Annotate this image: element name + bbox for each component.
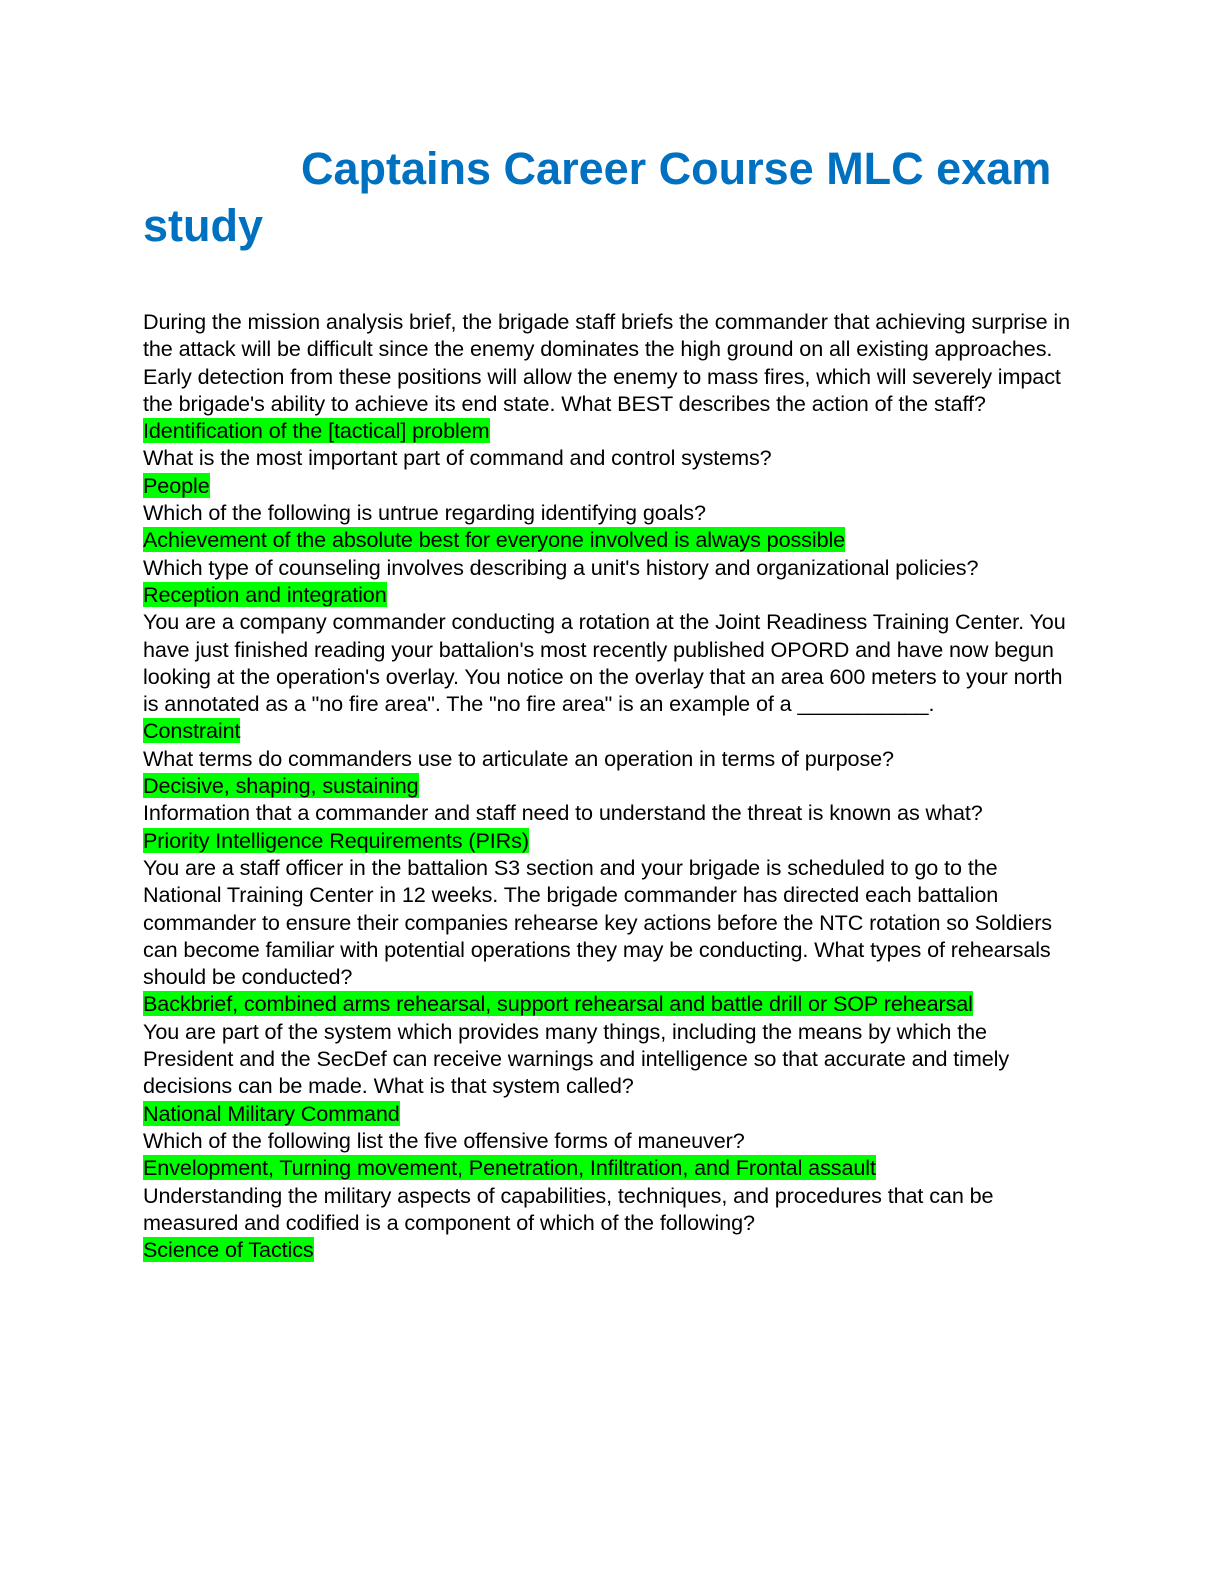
question-text: What is the most important part of command and control systems? [143,445,772,471]
answer-highlight: Identification of the [tactical] problem [143,418,490,444]
question-text: During the mission analysis brief, the brigade staff briefs the commander that achieving surprise in the attack will be difficult since the enemy dominates the high ground on all existing approaches. Early detection from these positions will allow the enemy to mass fires, which will severely impact the brigade's ability to achieve its end state. What BEST describes the action of the staff? [143,309,1070,416]
question-text: Which type of counseling involves describing a unit's history and organizational policies? [143,554,979,580]
question-text: You are part of the system which provides many things, including the means by which the President and the SecDef can receive warnings and intelligence so that accurate and timely decisions can be made. What is that system called? [143,1018,1010,1099]
question-text: Which of the following list the five offensive forms of maneuver? [143,1127,745,1153]
answer-highlight: Achievement of the absolute best for everyone involved is always possible [143,527,846,553]
answer-highlight: Science of Tactics [143,1237,314,1263]
answer-line [143,417,1078,444]
question-text: You are a company commander conducting a rotation at the Joint Readiness Training Center. You have just finished reading your battalion's most recently published OPORD and have now begun looking at the operation's overlay. You notice on the overlay that an area 600 meters to your north is annotated as a "no fire area". The "no fire area" is an example of a ___________. [143,609,1066,717]
answer-highlight: People [143,472,210,498]
answer-line [143,1100,1078,1127]
answer-highlight: National Military Command [143,1100,400,1126]
answer-line [143,717,1078,744]
document-title: Captains Career Course MLC exam study [143,143,1052,251]
answer-highlight: Backbrief, combined arms rehearsal, support rehearsal and battle drill or SOP rehearsal [143,991,973,1017]
question-text: Understanding the military aspects of capabilities, techniques, and procedures that can be measured and codified is a component of which of the following? [143,1182,994,1235]
question-text: Information that a commander and staff need to understand the threat is known as what? [143,800,983,826]
answer-highlight: Priority Intelligence Requirements (PIRs) [143,827,529,853]
answer-line [143,990,1078,1017]
answer-line [143,772,1078,799]
answer-highlight: Envelopment, Turning movement, Penetration, Infiltration, and Frontal assault [143,1155,876,1181]
answer-line [143,581,1078,608]
answer-line [143,1236,1078,1263]
answer-line [143,472,1078,499]
answer-highlight: Decisive, shaping, sustaining [143,773,419,799]
question-text: You are a staff officer in the battalion S3 section and your brigade is scheduled to go to the National Training Center in 12 weeks. The brigade commander has directed each battalion commander to ensure their companies rehearse key actions before the NTC rotation so Soldiers can become familiar with potential operations they may be conducting. What types of rehearsals should be conducted? [143,854,1052,990]
answer-highlight: Reception and integration [143,581,387,607]
qa-list [143,308,1078,1263]
answer-highlight: Constraint [143,718,241,744]
answer-line [143,526,1078,553]
answer-line [143,1154,1078,1181]
question-text: Which of the following is untrue regarding identifying goals? [143,500,706,526]
question-text: What terms do commanders use to articulate an operation in terms of purpose? [143,745,894,771]
answer-line [143,827,1078,854]
